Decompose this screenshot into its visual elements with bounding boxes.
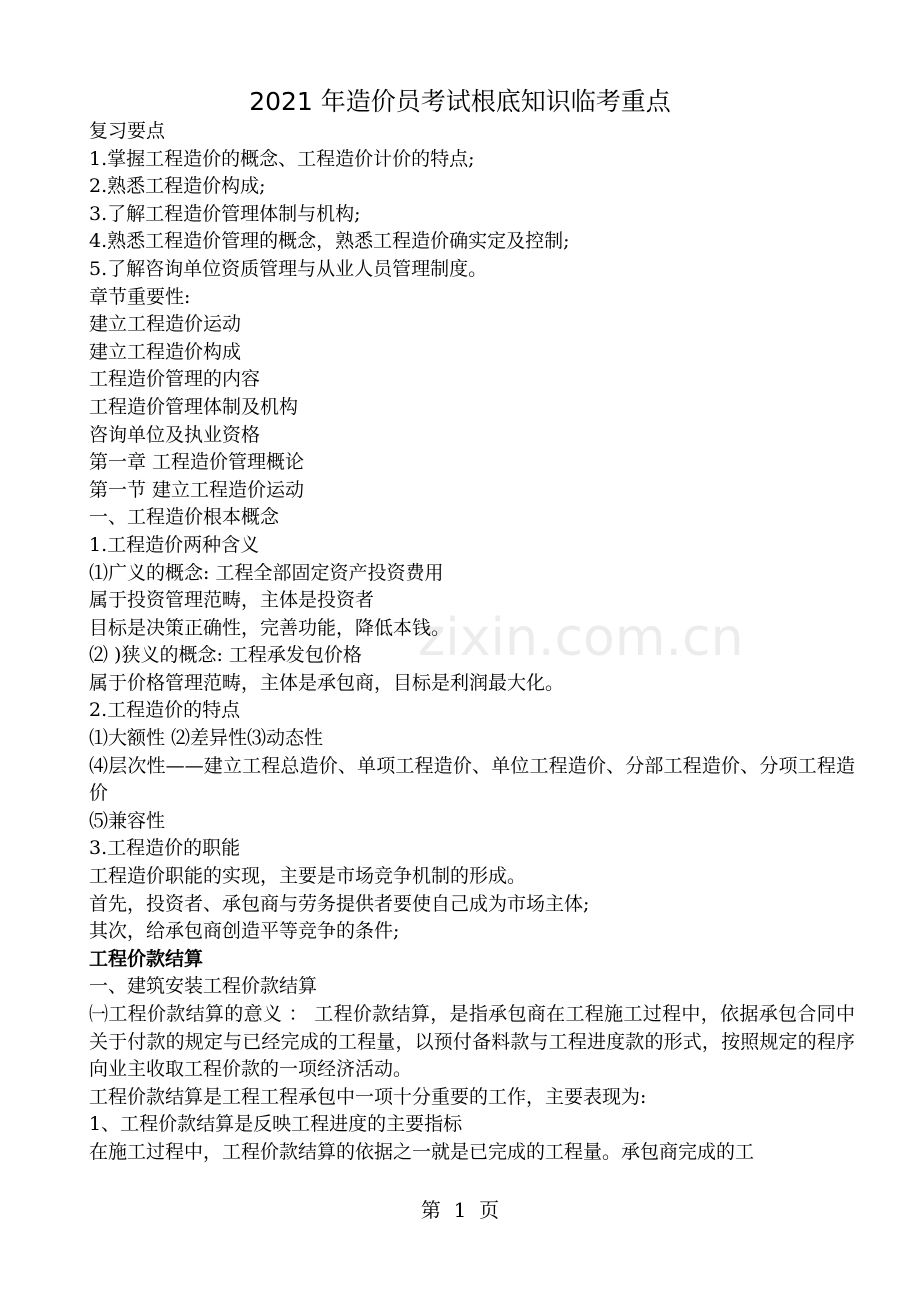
text-line: 1.工程造价两种含义 — [89, 533, 260, 556]
section-heading-importance: 章节重要性: — [89, 285, 191, 308]
review-point-4: 4.熟悉工程造价管理的概念，熟悉工程造价确实定及控制; — [89, 230, 570, 253]
page-number: 第 1 页 — [420, 1198, 500, 1222]
text-line: 1、工程价款结算是反映工程进度的主要指标 — [89, 1113, 463, 1136]
review-point-2: 2.熟悉工程造价构成; — [89, 175, 266, 198]
review-point-3: 3.了解工程造价管理体制与机构; — [89, 202, 361, 225]
importance-item: 建立工程造价运动 — [89, 313, 242, 336]
text-line: ⑴大额性 ⑵差异性⑶动态性 — [89, 727, 324, 750]
importance-item: 建立工程造价构成 — [89, 340, 242, 363]
text-paragraph-settlement-meaning: ㈠工程价款结算的意义 ： 工程价款结算，是指承包商在工程施工过程中，依据承包合同中关于付款的规定与已经完成的工程量，以预付备料款与工程进度款的形式，按照规定的程序向业主收取工程价款的一项经济活动。 — [89, 1003, 855, 1081]
text-paragraph-levels: ⑷层次性——建立工程总造价、单项工程造价、单位工程造价、分部工程造价、分项工程造价 — [89, 754, 855, 805]
importance-item: 工程造价管理的内容 — [89, 368, 261, 391]
text-line: 目标是决策正确性，完善功能，降低本钱。 — [89, 616, 451, 639]
review-point-5: 5.了解咨询单位资质管理与从业人员管理制度。 — [89, 257, 488, 280]
text-line: 工程造价职能的实现，主要是市场竞争机制的形成。 — [89, 865, 527, 888]
subsection-heading: 一、建筑安装工程价款结算 — [89, 975, 318, 998]
text-line: 2.工程造价的特点 — [89, 699, 241, 722]
text-line: 属于投资管理范畴，主体是投资者 — [89, 589, 375, 612]
text-line: ⑸兼容性 — [89, 809, 166, 832]
section-heading: 第一节 建立工程造价运动 — [89, 478, 305, 501]
subsection-heading: 一、工程造价根本概念 — [89, 506, 280, 529]
document-title: 2021 年造价员考试根底知识临考重点 — [249, 87, 671, 116]
document-body — [89, 118, 855, 1167]
text-line: 工程价款结算是工程工程承包中一项十分重要的工作，主要表现为: — [89, 1085, 647, 1108]
text-line: 其次，给承包商创造平等竞争的条件; — [89, 920, 400, 943]
importance-item: 咨询单位及执业资格 — [89, 423, 261, 446]
importance-item: 工程造价管理体制及机构 — [89, 395, 299, 418]
text-line: 3.工程造价的职能 — [89, 837, 241, 860]
text-line: 在施工过程中，工程价款结算的依据之一就是已完成的工程量。承包商完成的工 — [89, 1140, 755, 1163]
section-heading-review-points: 复习要点 — [89, 120, 166, 142]
text-line: ⑴广义的概念: 工程全部固定资产投资费用 — [89, 561, 444, 584]
watermark-text: zixin.com.cn — [418, 608, 744, 668]
text-line: ⑵ )狭义的概念: 工程承发包价格 — [89, 644, 362, 667]
review-point-1: 1.掌握工程造价的概念、工程造价计价的特点; — [89, 147, 475, 170]
text-line: 首先，投资者、承包商与劳务提供者要使自己成为市场主体; — [89, 892, 590, 915]
text-line: 属于价格管理范畴，主体是承包商，目标是利润最大化。 — [89, 671, 565, 694]
chapter-heading: 第一章 工程造价管理概论 — [89, 451, 305, 474]
bold-heading-payment-settlement: 工程价款结算 — [89, 947, 204, 970]
